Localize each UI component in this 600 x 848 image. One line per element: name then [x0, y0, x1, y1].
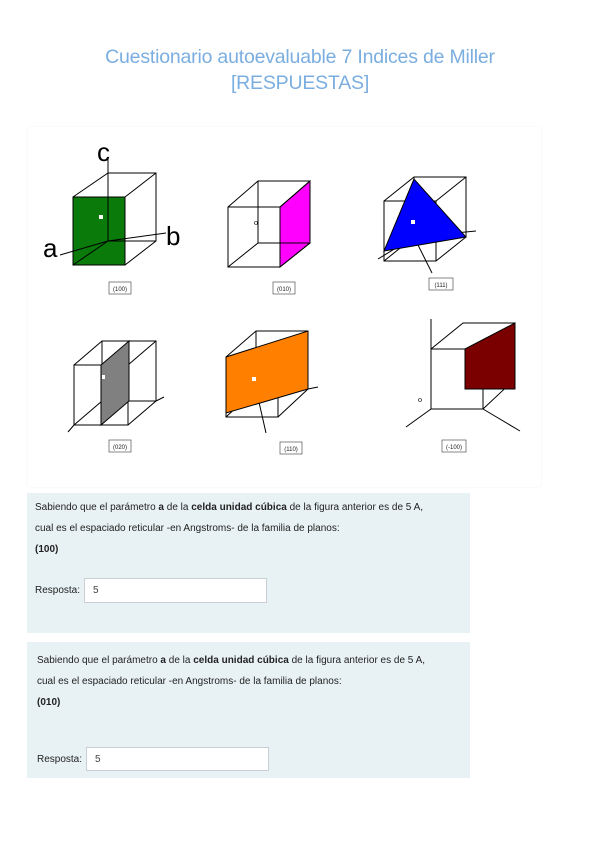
q2-text-part1: Sabiendo que el parámetro [37, 655, 161, 666]
q2-bold-phrase: celda unidad cúbica [193, 655, 289, 666]
miller-figure-svg [28, 127, 541, 487]
title-line-1: Cuestionario autoevaluable 7 Indices de Miller [105, 46, 495, 68]
page-title [60, 44, 540, 96]
axis-label-b: b [166, 221, 181, 251]
cube-010-label: (010) [276, 287, 292, 293]
q1-answer-label: Resposta: [35, 585, 81, 596]
cube-neg100-origin: o [418, 395, 422, 404]
cube-neg100-label: (-100) [445, 445, 463, 451]
cube-111-label: (111) [434, 283, 448, 289]
cube-neg100-plane-front [465, 323, 515, 389]
cube-neg100 [406, 319, 520, 452]
question-1-answer-row [35, 578, 267, 603]
cube-020-label: (020) [112, 445, 128, 451]
q1-param: a [158, 502, 164, 513]
cube-010 [228, 181, 310, 294]
question-2 [27, 642, 470, 778]
cube-111 [378, 177, 476, 290]
cube-020 [68, 341, 164, 452]
q2-text-part2: de la [165, 655, 194, 666]
question-1 [27, 493, 470, 633]
cube-100-label: (100) [112, 287, 128, 293]
q2-answer-label: Resposta: [37, 753, 83, 765]
question-2-answer-row [37, 747, 269, 771]
axis-label-a: a [43, 233, 58, 263]
cube-100 [43, 137, 180, 294]
cube-110-label: (110) [284, 447, 298, 453]
q2-text-part3: de la figura anterior es de 5 A, [288, 655, 426, 666]
cube-100-plane [73, 197, 125, 265]
q2-planes: (010) [37, 697, 61, 708]
q1-text-line2: cual es el espaciado reticular -en Angstroms- de la familia de planos: [35, 523, 340, 534]
title-line-2: [RESPUESTAS] [230, 72, 370, 94]
cube-111-plane [384, 179, 466, 251]
q1-text-part3: de la figura anterior es de 5 A, [286, 502, 424, 513]
cube-020-plane [101, 341, 129, 425]
q1-text-part2: de la [163, 502, 192, 513]
q1-answer-input[interactable] [84, 578, 267, 603]
axis-label-c: c [97, 137, 110, 167]
cube-010-origin: o [254, 218, 258, 227]
question-1-text [35, 497, 464, 560]
q1-bold-phrase: celda unidad cúbica [191, 502, 287, 513]
q2-param: a [160, 655, 166, 666]
miller-indices-figure [28, 127, 541, 487]
q2-answer-input[interactable] [86, 747, 269, 771]
cube-110 [226, 331, 318, 454]
q2-text-line2: cual es el espaciado reticular -en Angstroms- de la familia de planos: [37, 676, 342, 687]
question-2-text [37, 650, 464, 713]
q1-planes: (100) [35, 544, 59, 555]
q1-text-part1: Sabiendo que el parámetro [35, 502, 159, 513]
